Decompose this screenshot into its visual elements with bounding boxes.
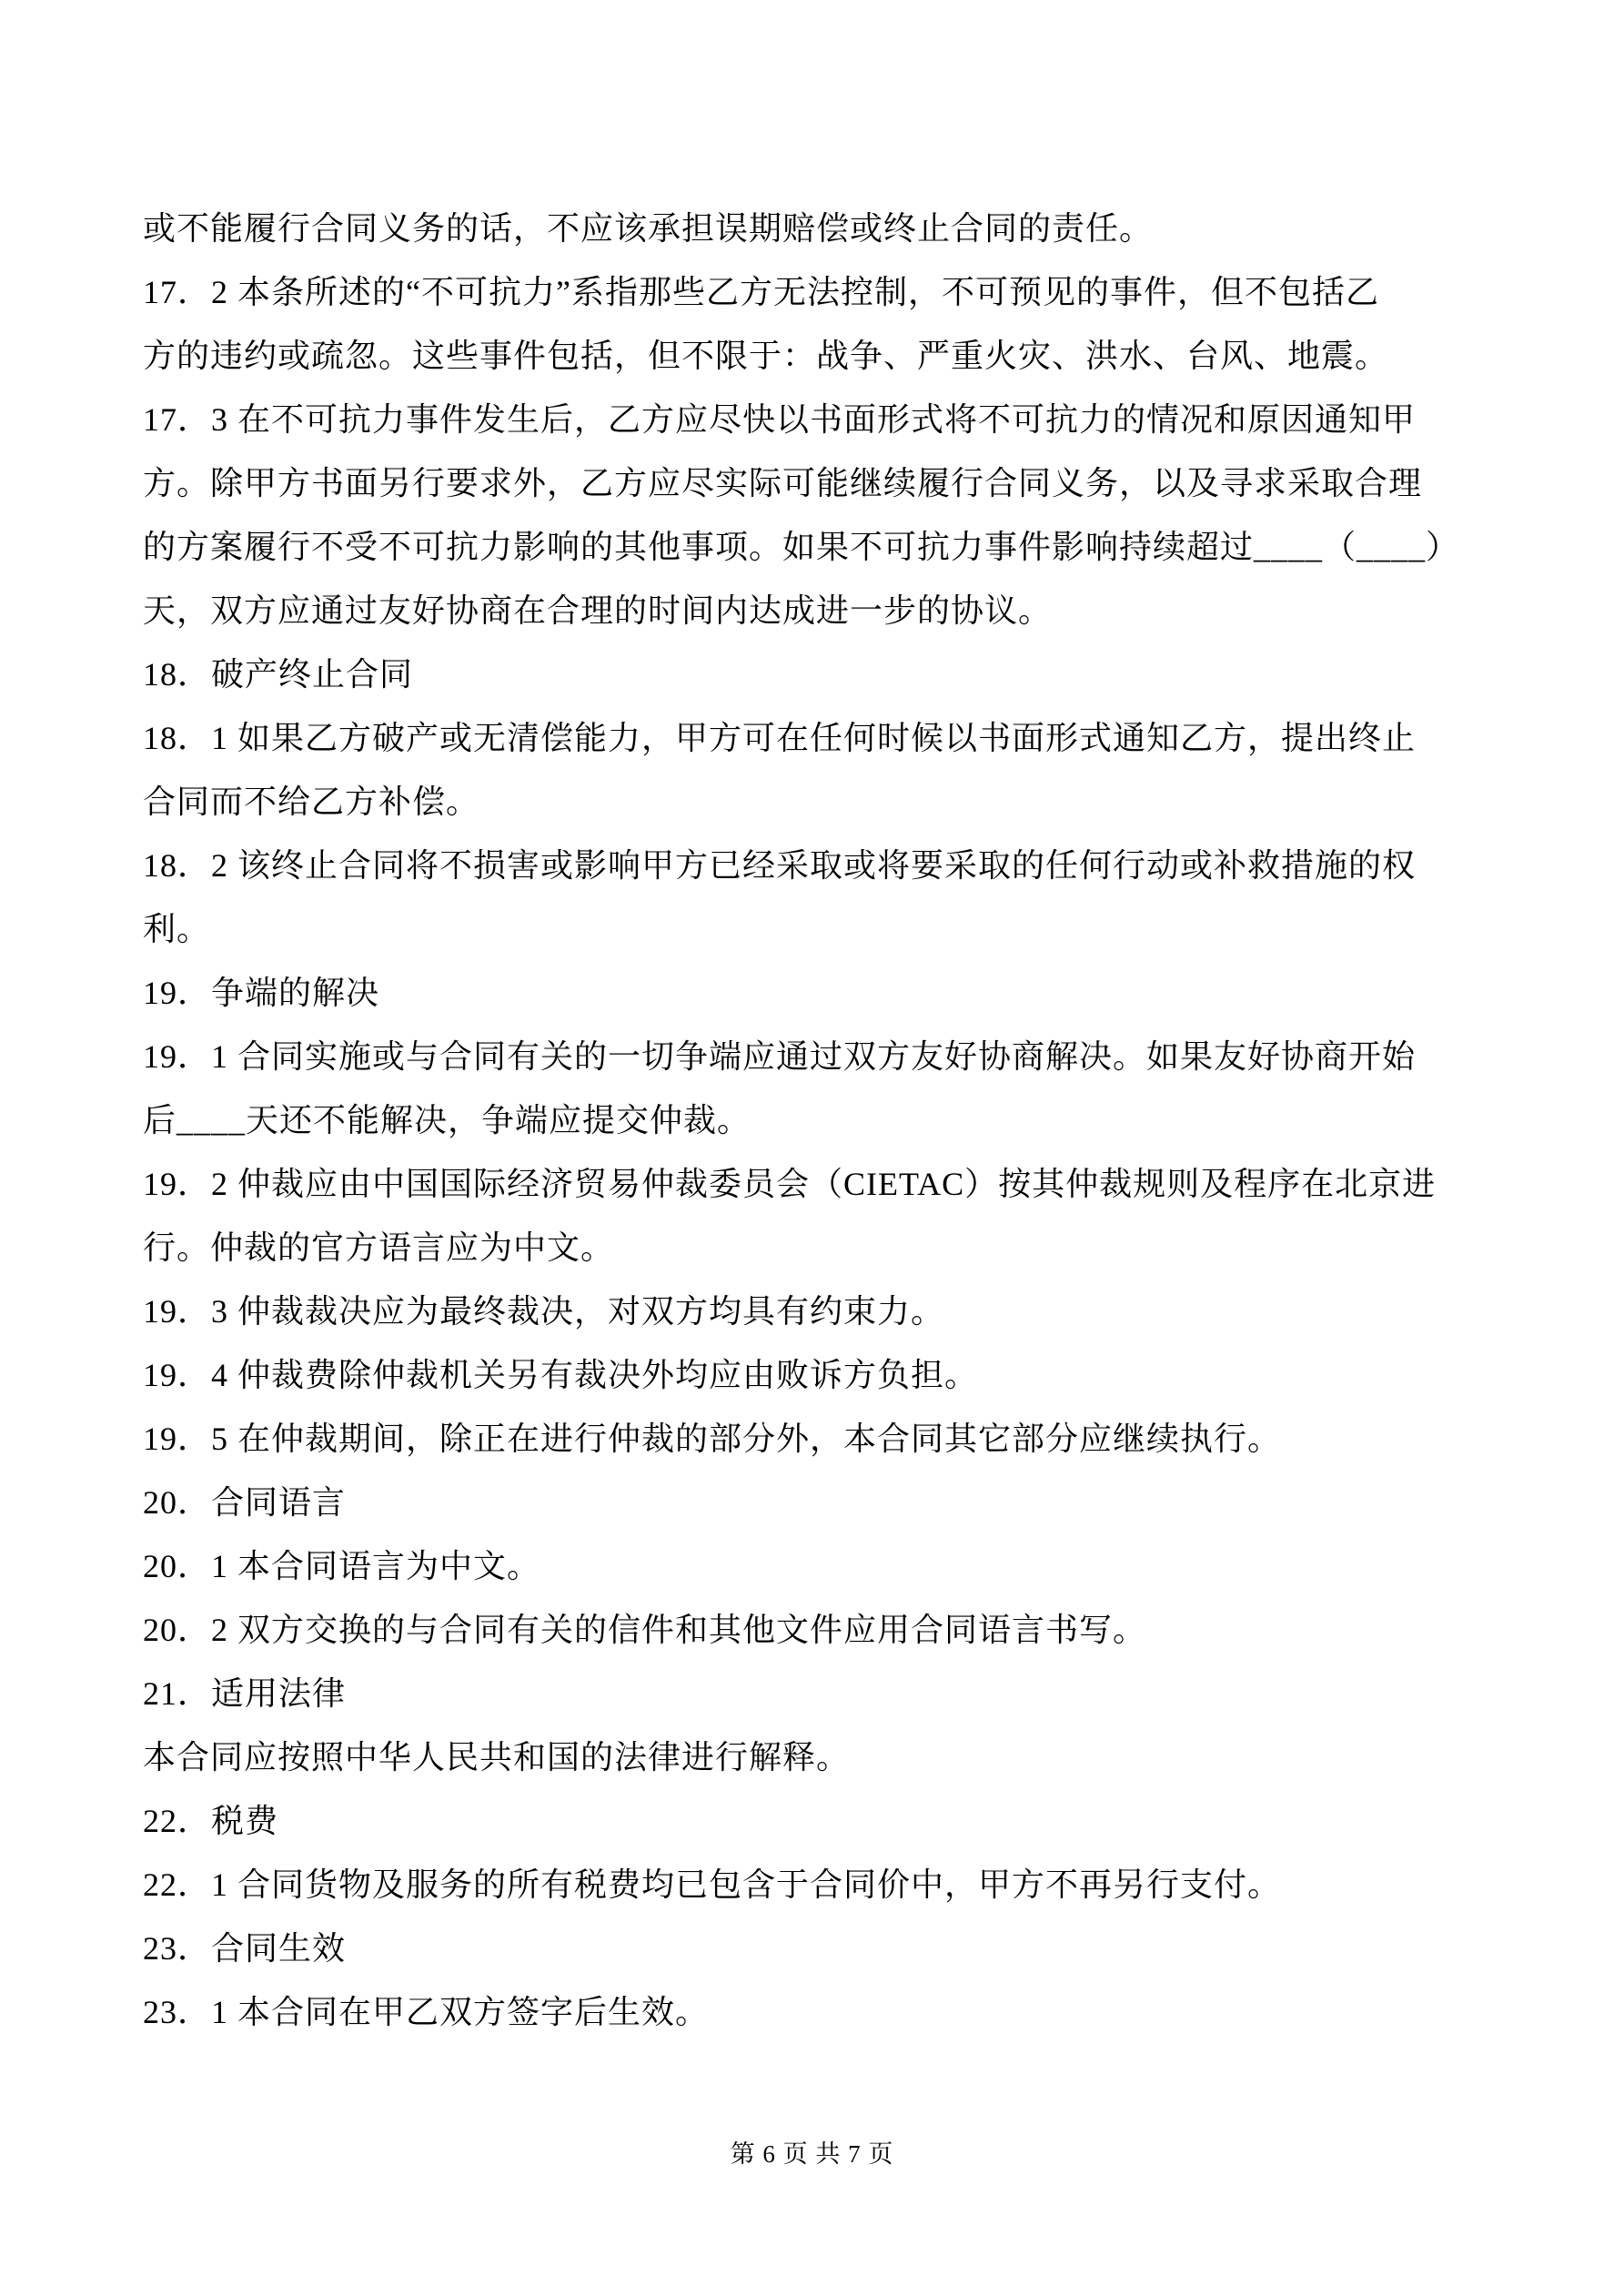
text-line: 22．1 合同货物及服务的所有税费均已包含于合同价中，甲方不再另行支付。 (143, 1866, 1282, 1903)
text-line: 本合同应按照中华人民共和国的法律进行解释。 (143, 1739, 851, 1775)
text-line-heading: 21．适用法律 (143, 1675, 347, 1712)
text-line-heading: 20．合同语言 (143, 1484, 347, 1521)
text-line: 17．3 在不可抗力事件发生后，乙方应尽快以书面形式将不可抗力的情况和原因通知甲 (143, 401, 1417, 438)
text-line-heading: 23．合同生效 (143, 1930, 347, 1967)
text-line: 利。 (143, 911, 211, 947)
text-line: 19．4 仲裁费除仲裁机关另有裁决外均应由败诉方负担。 (143, 1357, 979, 1393)
text-line: 的方案履行不受不可抗力影响的其他事项。如果不可抗力事件影响持续超过____（____） (143, 529, 1460, 565)
page-footer: 第 6 页 共 7 页 (730, 2140, 894, 2168)
text-line: 行。仲裁的官方语言应为中文。 (143, 1229, 615, 1266)
text-line-heading: 19．争端的解决 (143, 975, 380, 1011)
text-line: 方的违约或疏忽。这些事件包括，但不限于：战争、严重火灾、洪水、台风、地震。 (143, 338, 1389, 374)
text-line: 19．2 仲裁应由中国国际经济贸易仲裁委员会（CIETAC）按其仲裁规则及程序在北京进 (143, 1166, 1437, 1202)
text-line: 20．2 双方交换的与合同有关的信件和其他文件应用合同语言书写。 (143, 1612, 1147, 1648)
text-line: 19．5 在仲裁期间，除正在进行仲裁的部分外，本合同其它部分应继续执行。 (143, 1421, 1282, 1457)
text-line: 后____天还不能解决，争端应提交仲裁。 (143, 1102, 751, 1138)
text-line: 23．1 本合同在甲乙双方签字后生效。 (143, 1994, 710, 2030)
text-line: 方。除甲方书面另行要求外，乙方应尽实际可能继续履行合同义务，以及寻求采取合理 (143, 465, 1423, 501)
text-line: 或不能履行合同义务的话，不应该承担误期赔偿或终止合同的责任。 (143, 210, 1154, 247)
text-line: 18．1 如果乙方破产或无清偿能力，甲方可在任何时候以书面形式通知乙方，提出终止 (143, 720, 1417, 756)
text-line: 天，双方应通过友好协商在合理的时间内达成进一步的协议。 (143, 592, 1053, 629)
text-line: 18．2 该终止合同将不损害或影响甲方已经采取或将要采取的任何行动或补救措施的权 (143, 847, 1417, 884)
text-line-heading: 18．破产终止合同 (143, 656, 414, 693)
text-line: 20．1 本合同语言为中文。 (143, 1548, 541, 1584)
text-line: 合同而不给乙方补偿。 (143, 784, 480, 820)
text-line: 19．1 合同实施或与合同有关的一切争端应通过双方友好协商解决。如果友好协商开始 (143, 1038, 1417, 1075)
text-line: 17．2 本条所述的“不可抗力”系指那些乙方无法控制，不可预见的事件，但不包括乙 (143, 274, 1379, 310)
text-line-heading: 22．税费 (143, 1803, 279, 1839)
document-content (143, 197, 1489, 2044)
text-line: 19．3 仲裁裁决应为最终裁决，对双方均具有约束力。 (143, 1293, 945, 1330)
